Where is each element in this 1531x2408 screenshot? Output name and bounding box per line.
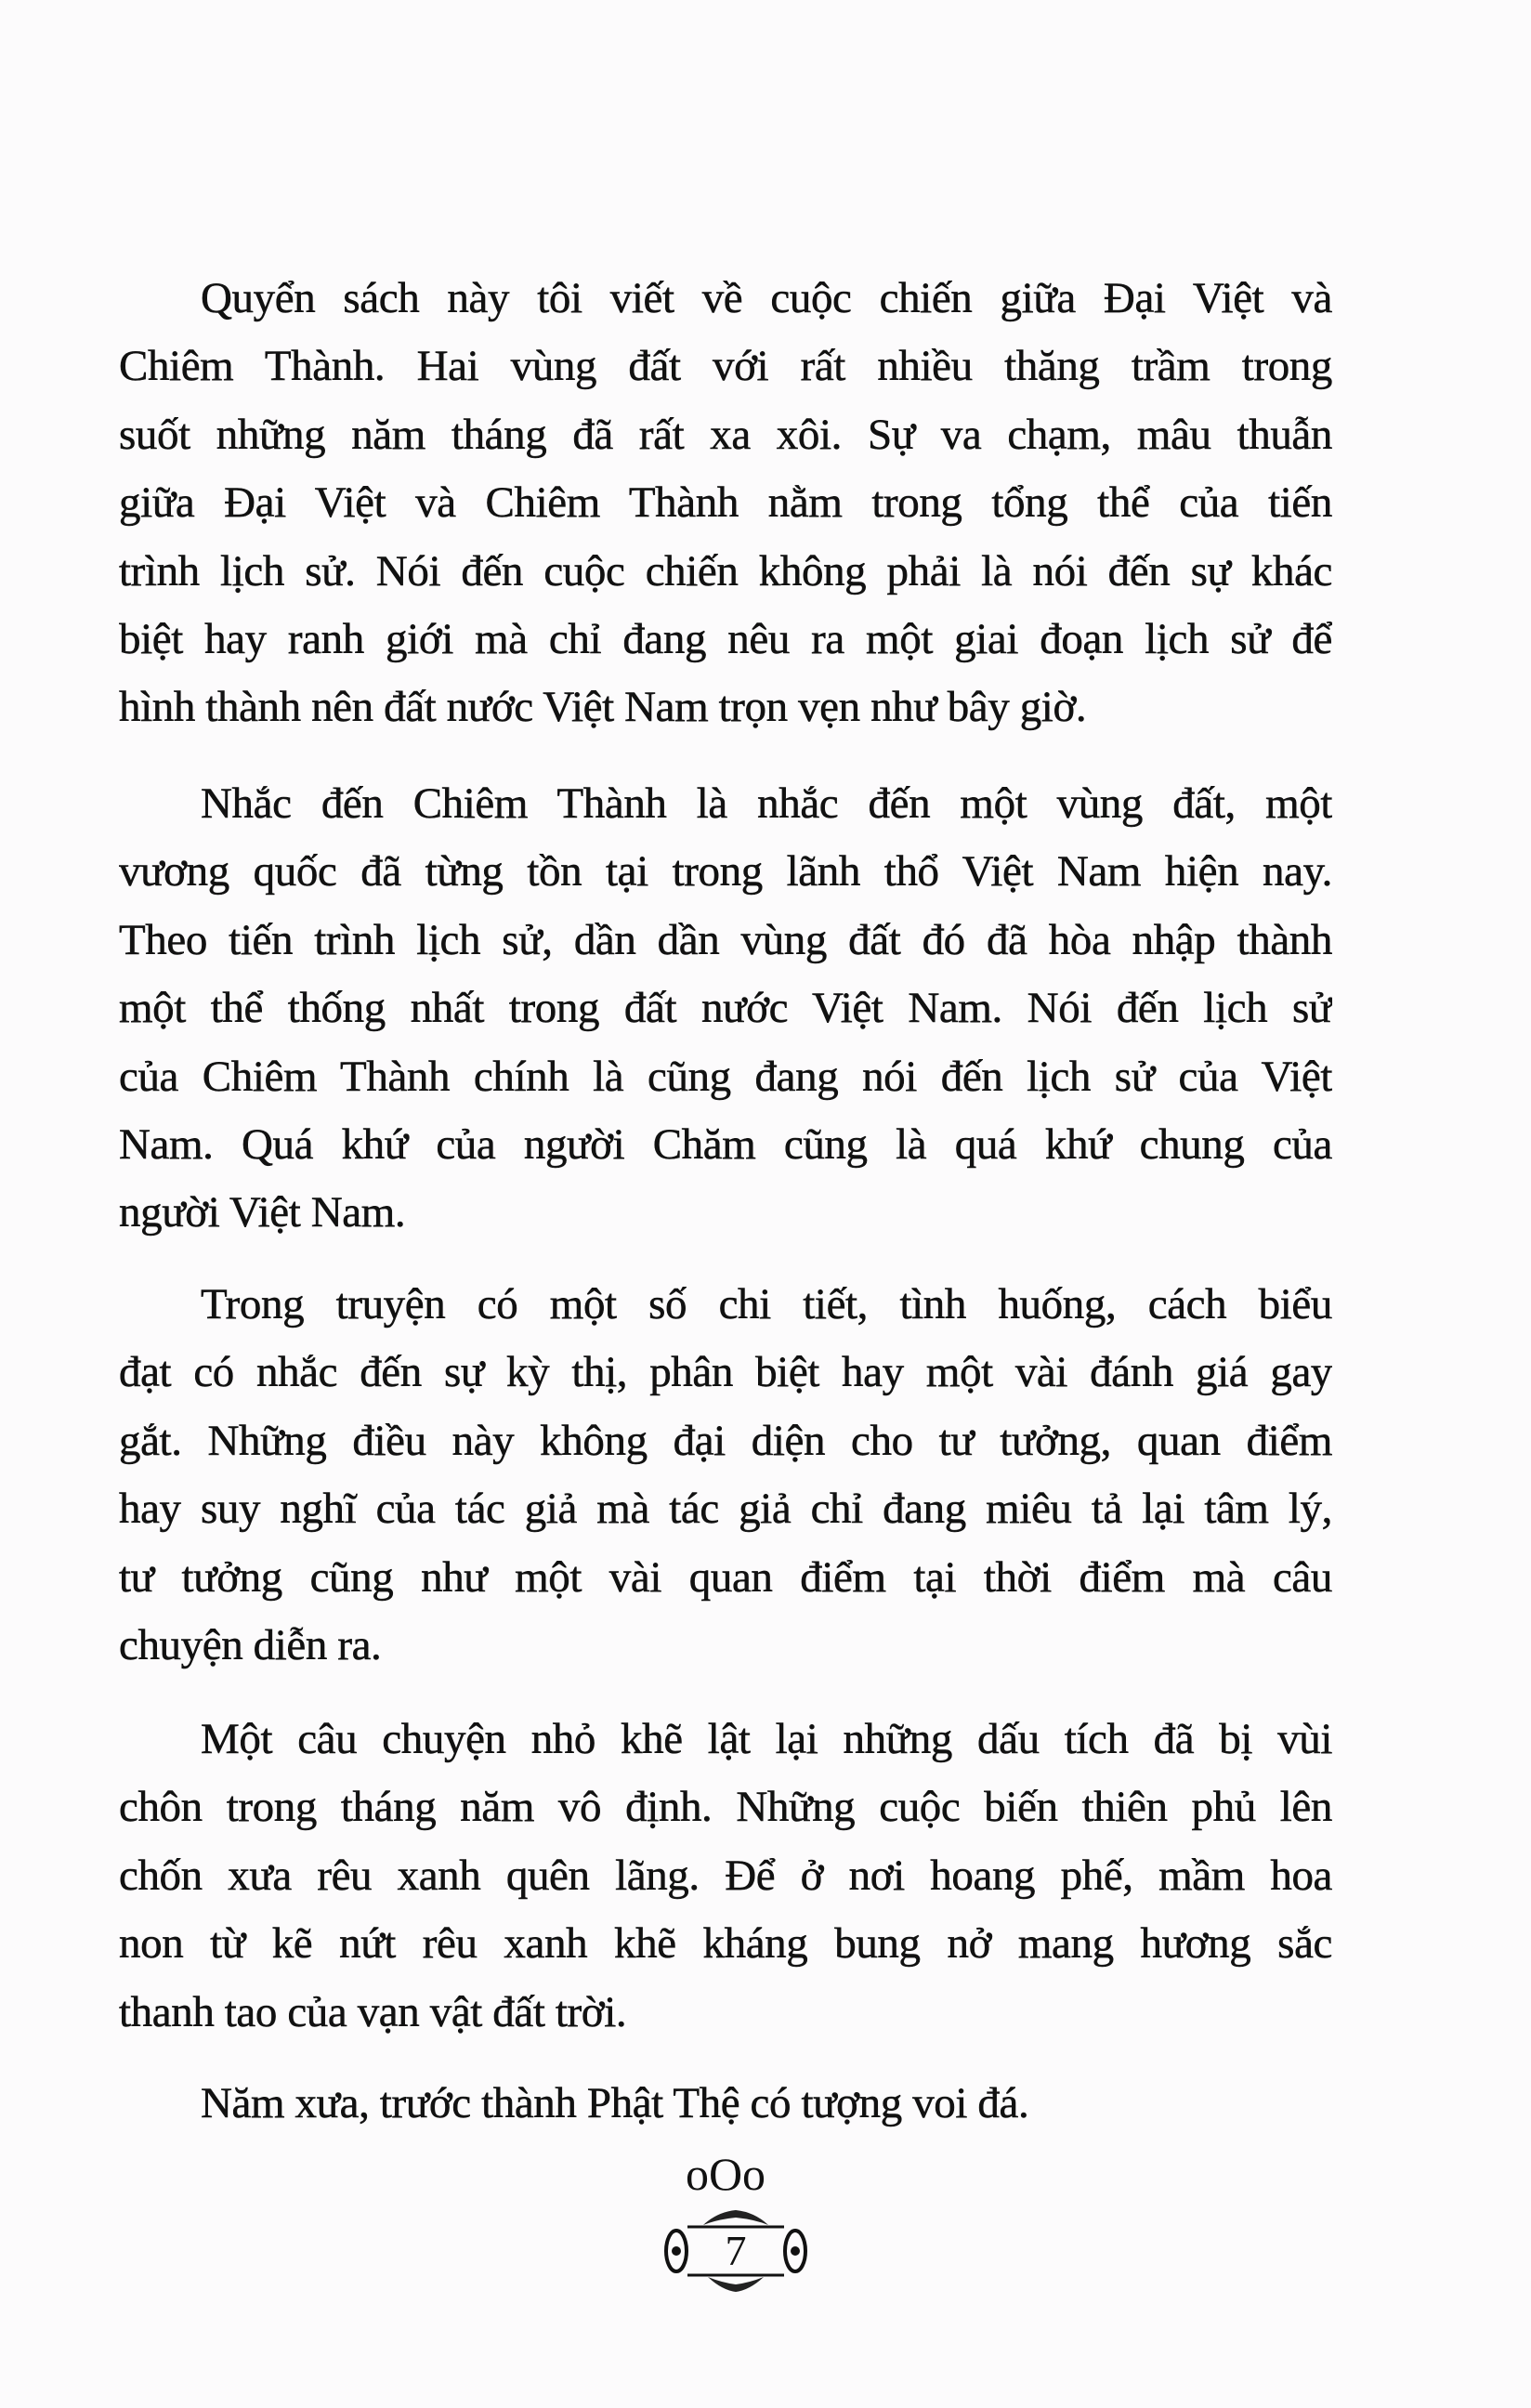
text-line: của Chiêm Thành chính là cũng đang nói đến lịch sử của Việt xyxy=(119,1052,1332,1101)
text-line: giữa Đại Việt và Chiêm Thành nằm trong tổng thể của tiến xyxy=(119,478,1332,528)
text-line: Chiêm Thành. Hai vùng đất với rất nhiều thăng trầm trong xyxy=(119,342,1332,391)
text-line: Trong truyện có một số chi tiết, tình huống, cách biểu xyxy=(201,1280,1332,1328)
page-number: 7 xyxy=(725,2227,747,2274)
text-line: hình thành nên đất nước Việt Nam trọn vẹn như bây giờ. xyxy=(119,683,1087,732)
text-line: Một câu chuyện nhỏ khẽ lật lại những dấu tích đã bị vùi xyxy=(201,1715,1332,1763)
section-separator: oOo xyxy=(685,2148,766,2200)
text-line: Nhắc đến Chiêm Thành là nhắc đến một vùng đất, một xyxy=(201,779,1332,828)
text-line: gắt. Những điều này không đại diện cho tư tưởng, quan điểm xyxy=(119,1416,1332,1465)
text-line: biệt hay ranh giới mà chỉ đang nêu ra một giai đoạn lịch sử để xyxy=(119,614,1332,663)
text-line: đạt có nhắc đến sự kỳ thị, phân biệt hay một vài đánh giá gay xyxy=(119,1348,1332,1397)
paragraph xyxy=(119,1706,1332,2047)
text-line: non từ kẽ nứt rêu xanh khẽ kháng bung nở mang hương sắc xyxy=(119,1919,1332,1969)
paragraph xyxy=(119,770,1332,1248)
text-line: Theo tiến trình lịch sử, dần dần vùng đất đó đã hòa nhập thành xyxy=(119,915,1332,964)
text-line: vương quốc đã từng tồn tại trong lãnh thổ Việt Nam hiện nay. xyxy=(119,847,1332,896)
text-line: trình lịch sử. Nói đến cuộc chiến không phải là nói đến sự khác xyxy=(119,546,1332,595)
text-line: thanh tao của vạn vật đất trời. xyxy=(119,1987,627,2036)
text-line: Năm xưa, trước thành Phật Thệ có tượng voi đá. xyxy=(201,2079,1029,2127)
text-line: Nam. Quá khứ của người Chăm cũng là quá khứ chung của xyxy=(119,1119,1332,1169)
paragraph xyxy=(119,1271,1332,1680)
text-line: hay suy nghĩ của tác giả mà tác giả chỉ đang miêu tả lại tâm lý, xyxy=(119,1485,1332,1534)
paragraph xyxy=(119,2070,1332,2138)
paragraph xyxy=(119,265,1332,742)
text-line: Quyển sách này tôi viết về cuộc chiến giữa Đại Việt và xyxy=(201,274,1332,322)
text-line: chuyện diễn ra. xyxy=(119,1620,382,1669)
text-line: chôn trong tháng năm vô định. Những cuộc biến thiên phủ lên xyxy=(119,1783,1332,1832)
text-line: chốn xưa rêu xanh quên lãng. Để ở nơi hoang phế, mầm hoa xyxy=(119,1851,1332,1900)
text-line: tư tưởng cũng như một vài quan điểm tại thời điểm mà câu xyxy=(119,1552,1332,1602)
page-number-ornament xyxy=(661,2206,810,2296)
text-line: suốt những năm tháng đã rất xa xôi. Sự va chạm, mâu thuẫn xyxy=(119,410,1332,459)
text-line: một thể thống nhất trong đất nước Việt Nam. Nói đến lịch sử xyxy=(119,984,1332,1033)
text-line: người Việt Nam. xyxy=(119,1188,406,1237)
